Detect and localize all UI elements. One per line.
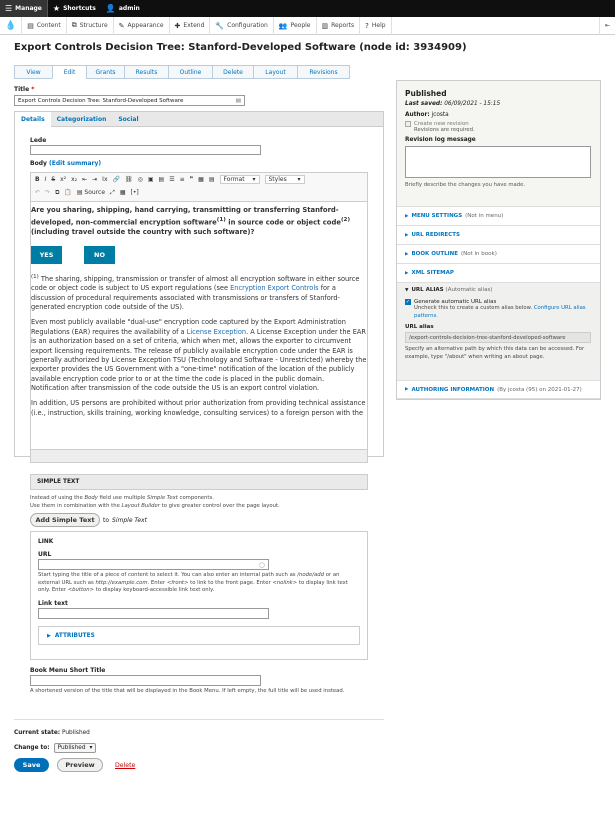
superscript-icon[interactable]: x²	[60, 176, 67, 183]
numbered-list-icon[interactable]: ≡	[179, 176, 185, 183]
revision-log-textarea[interactable]	[405, 146, 591, 178]
page-title: Export Controls Decision Tree: Stanford-Developed Software (node id: 3934909)	[14, 42, 467, 53]
link-text-label: Link text	[38, 600, 68, 607]
unlink-icon[interactable]: ⛓	[124, 176, 133, 183]
book-outline-toggle[interactable]: ▶ BOOK OUTLINE (Not in book)	[397, 244, 600, 263]
add-simple-text-row: Add Simple Text to Simple Text	[30, 513, 147, 527]
last-saved: Last saved: 06/09/2021 - 15:15	[405, 101, 501, 107]
tab-revisions[interactable]: Revisions	[297, 65, 350, 79]
decision-question: Are you sharing, shipping, hand carrying, transmitting or transferring Stanford-developed, non-commercial encryption software$^{(1)}$ in source code or object code$^{(2)}$ (including travel outside the country with such software)?	[31, 206, 351, 237]
bar-chart-icon: ▥	[321, 21, 329, 30]
tab-outline[interactable]: Outline	[168, 65, 212, 79]
editor-content[interactable]	[30, 202, 368, 452]
toolbar-help[interactable]: ? Help	[360, 17, 391, 35]
license-exception-link[interactable]: License Exception	[186, 327, 247, 336]
autofill-icon: ▤	[235, 97, 241, 104]
delete-link[interactable]: Delete	[115, 761, 136, 769]
url-alias-label: URL alias	[405, 324, 434, 331]
source-button[interactable]: ▤ Source	[76, 189, 106, 196]
lede-label: Lede	[30, 137, 47, 144]
structure-icon: ⧉	[71, 21, 77, 29]
format-dropdown[interactable]: Format ▾	[220, 175, 260, 184]
shortcuts-menu[interactable]: ★ Shortcuts	[52, 4, 96, 13]
table-icon[interactable]: ▦	[198, 176, 204, 183]
redo-icon[interactable]: ↷	[45, 189, 51, 196]
drupal-logo-icon[interactable]: 💧	[0, 17, 22, 35]
lede-input[interactable]	[30, 145, 261, 155]
chevron-down-icon: ▾	[89, 745, 93, 751]
brush-icon: ✎	[118, 21, 125, 30]
simple-text-description: Instead of using the Body field use multiple Simple Text components. Use them in combination with the Layout Builder to give greater control over the page layout.	[30, 495, 280, 509]
manage-menu[interactable]: ☰ Manage	[0, 0, 48, 17]
toolbar-people[interactable]: 👥 People	[274, 17, 317, 35]
ear-paragraph: Even most publicly available "dual-use" encryption code captured by the Export Administration Regulations (EAR) requires the availability of a License Exception. A License Exception under the EAR is an authorization based on a set of criteria, which when met, allows the exporter to circumvent export licensing requirements. The release of publicly available encryption code under the EAR is generally authorized by License Exception TSU (Technology and Software - Unrestricted) whereby the exporter provides the US Government with a "one-time" notification of the location of the publicly available encryption code prior to or at the time the code is placed in the public domain.	[31, 318, 367, 383]
special-char-icon[interactable]: ▦	[119, 189, 126, 196]
content-icon: ▤	[27, 21, 34, 30]
triangle-right-icon: ▶	[405, 270, 409, 276]
primary-tabs	[14, 65, 350, 79]
create-revision-row: Create new revision	[405, 121, 592, 127]
outdent-icon[interactable]: ⇤	[82, 176, 88, 183]
create-revision-checkbox[interactable]	[405, 121, 411, 127]
footnote-paragraph: $^{(1)}$ The sharing, shipping, transmission or transfer of almost all encryption software in either source code or object code is subject to US export regulations (see Encryption Export Controls for a discussion of procedural requirements associated with transmissions or transfers of Stanford-generated encryption code outside of the US).	[31, 273, 360, 312]
edit-summary-link[interactable]: (Edit summary)	[49, 160, 102, 167]
add-simple-text-button[interactable]: Add Simple Text	[30, 513, 100, 527]
maximize-icon[interactable]: ⤢	[110, 188, 115, 196]
tab-details[interactable]: Details	[15, 112, 51, 127]
triangle-right-icon: ▶	[47, 632, 51, 639]
subscript-icon[interactable]: x₂	[71, 176, 78, 183]
no-button[interactable]: NO	[84, 246, 115, 264]
hr-icon[interactable]: ▤	[208, 176, 215, 183]
link-text-input[interactable]	[38, 608, 269, 619]
remove-format-icon[interactable]: Ix	[102, 176, 108, 183]
meta-sidebar	[396, 80, 601, 400]
xml-sitemap-toggle[interactable]: ▶ XML SITEMAP	[397, 263, 600, 282]
preview-button[interactable]: Preview	[57, 758, 103, 772]
admin-toolbar	[0, 0, 615, 17]
attributes-toggle[interactable]: ▶ ATTRIBUTES	[38, 626, 360, 645]
revisions-required: Revisions are required.	[414, 127, 475, 133]
url-input[interactable]	[38, 559, 269, 570]
publish-status: Published	[405, 89, 447, 98]
url-alias-toggle[interactable]: ▼ URL ALIAS (Automatic alias)	[405, 287, 493, 293]
tab-view[interactable]: View	[14, 65, 52, 79]
tab-social[interactable]: Social	[118, 116, 139, 123]
tab-delete[interactable]: Delete	[212, 65, 253, 79]
divider	[14, 719, 384, 720]
chevron-down-icon: ▾	[252, 176, 256, 183]
indent-icon[interactable]: ⇥	[92, 176, 98, 183]
menu-settings-toggle[interactable]: ▶ MENU SETTINGS (Not in menu)	[397, 206, 600, 225]
globe-icon[interactable]: ◎	[137, 176, 143, 183]
strikethrough-icon[interactable]: S	[51, 176, 56, 183]
url-alias-help: Specify an alternative path by which this data can be accessed. For example, type "/about" when writing an about page.	[405, 346, 585, 361]
italic-icon[interactable]: I	[44, 176, 47, 183]
media-icon[interactable]: ▣	[147, 176, 154, 183]
url-alias-section	[397, 282, 600, 380]
code-icon[interactable]: [•]	[130, 189, 139, 196]
star-icon: ★	[52, 4, 61, 13]
people-icon: 👥	[278, 21, 288, 30]
tab-edit[interactable]: Edit	[52, 65, 86, 79]
toolbar-reports[interactable]: ▥ Reports	[317, 17, 361, 35]
chevron-down-icon: ▾	[297, 176, 301, 183]
toolbar-appearance[interactable]: ✎ Appearance	[114, 17, 170, 35]
url-help: Start typing the title of a piece of content to select it. You can also enter an internal path such as /node/add or an external URL such as http://example.com. Enter <front> to link to the front page. Enter <nolink> to display link text only. Enter <button> to display keyboard-accessible link text only.	[38, 572, 348, 594]
yes-button[interactable]: YES	[31, 246, 62, 264]
revision-log-help: Briefly describe the changes you have made.	[405, 182, 526, 188]
tab-categorization[interactable]: Categorization	[56, 116, 107, 123]
revision-log-label: Revision log message	[405, 137, 476, 143]
link-icon[interactable]: 🔗	[112, 176, 120, 183]
embed-icon[interactable]: ▤	[158, 176, 165, 183]
encryption-export-controls-link[interactable]: Encryption Export Controls	[230, 284, 319, 293]
autocomplete-icon: ○	[258, 560, 265, 569]
generate-alias-help: Uncheck this to create a custom alias below. Configure URL alias patterns.	[414, 305, 586, 319]
toolbar-extend[interactable]: ✚ Extend	[170, 17, 211, 35]
wrench-icon: 🔧	[215, 21, 225, 30]
puzzle-icon: ✚	[174, 21, 181, 30]
form-actions	[14, 758, 135, 772]
user-menu[interactable]: 👤 admin	[105, 4, 140, 13]
triangle-right-icon: ▶	[405, 251, 409, 257]
book-menu-label: Book Menu Short Title	[30, 667, 106, 674]
details-tabs	[14, 111, 384, 127]
technical-assistance-paragraph: In addition, US persons are prohibited without prior authorization from providing technical assistance (i.e., instruction, skills training, working knowledge, consulting services) to a foreign person with the	[31, 399, 366, 417]
triangle-right-icon: ▶	[405, 232, 409, 238]
url-label: URL	[38, 551, 52, 558]
toolbar-orientation-toggle[interactable]: ⇤	[599, 17, 615, 35]
toolbar-structure[interactable]: ⧉ Structure	[67, 17, 114, 35]
book-menu-help: A shortened version of the title that will be displayed in the Book Menu. If left empty, the full title will be used instead.	[30, 688, 345, 694]
current-state: Current state: Published	[14, 730, 90, 736]
paste-icon[interactable]: 📋	[64, 189, 72, 196]
tab-layout[interactable]: Layout	[253, 65, 297, 79]
save-button[interactable]: Save	[14, 758, 49, 772]
book-menu-input[interactable]	[30, 675, 261, 686]
change-to-row: Change to: Published ▾	[14, 743, 96, 753]
generate-alias-row: ✓ Generate automatic URL alias	[405, 299, 497, 305]
toolbar-content[interactable]: ▤ Content	[22, 17, 67, 35]
copy-icon[interactable]: ⧉	[55, 188, 60, 196]
styles-dropdown[interactable]: Styles ▾	[265, 175, 305, 184]
editor-toolbar	[30, 172, 368, 202]
configure-patterns-link[interactable]: Configure URL alias patterns.	[414, 305, 586, 319]
author: Author: jcosta	[405, 112, 449, 118]
toolbar-configuration[interactable]: 🔧 Configuration	[210, 17, 273, 35]
triangle-right-icon: ▶	[405, 387, 409, 392]
simple-text-header[interactable]: SIMPLE TEXT	[30, 474, 368, 490]
title-input[interactable]: Export Controls Decision Tree: Stanford-Developed Software ▤	[14, 95, 245, 106]
editor-resize-bar[interactable]	[30, 449, 368, 463]
moderation-state-select[interactable]: Published ▾	[54, 743, 97, 753]
notification-paragraph: Notification after transmission of the code outside the US is an export control violation.	[31, 384, 320, 392]
title-label: Title *	[14, 86, 35, 93]
url-redirects-toggle[interactable]: ▶ URL REDIRECTS	[397, 225, 600, 244]
user-icon: 👤	[105, 4, 116, 13]
url-alias-input[interactable]: /export-controls-decision-tree-stanford-developed-software	[405, 332, 591, 343]
help-icon: ?	[365, 21, 369, 30]
tab-grants[interactable]: Grants	[86, 65, 124, 79]
bullet-list-icon[interactable]: ☰	[169, 176, 175, 183]
generate-alias-checkbox[interactable]: ✓	[405, 299, 411, 305]
undo-icon[interactable]: ↶	[35, 189, 41, 196]
blockquote-icon[interactable]: ❞	[189, 176, 194, 183]
admin-tray	[0, 17, 615, 35]
authoring-info-toggle[interactable]: ▶ AUTHORING INFORMATION (By jcosta (95) on 2021-01-27)	[397, 380, 600, 399]
bold-icon[interactable]: B	[35, 176, 40, 183]
link-header: LINK	[38, 539, 54, 545]
triangle-right-icon: ▶	[405, 213, 409, 219]
menu-icon: ☰	[5, 4, 13, 13]
body-label: Body (Edit summary)	[30, 160, 102, 167]
meta-summary	[397, 81, 600, 206]
triangle-down-icon: ▼	[405, 288, 409, 293]
tab-results[interactable]: Results	[124, 65, 168, 79]
